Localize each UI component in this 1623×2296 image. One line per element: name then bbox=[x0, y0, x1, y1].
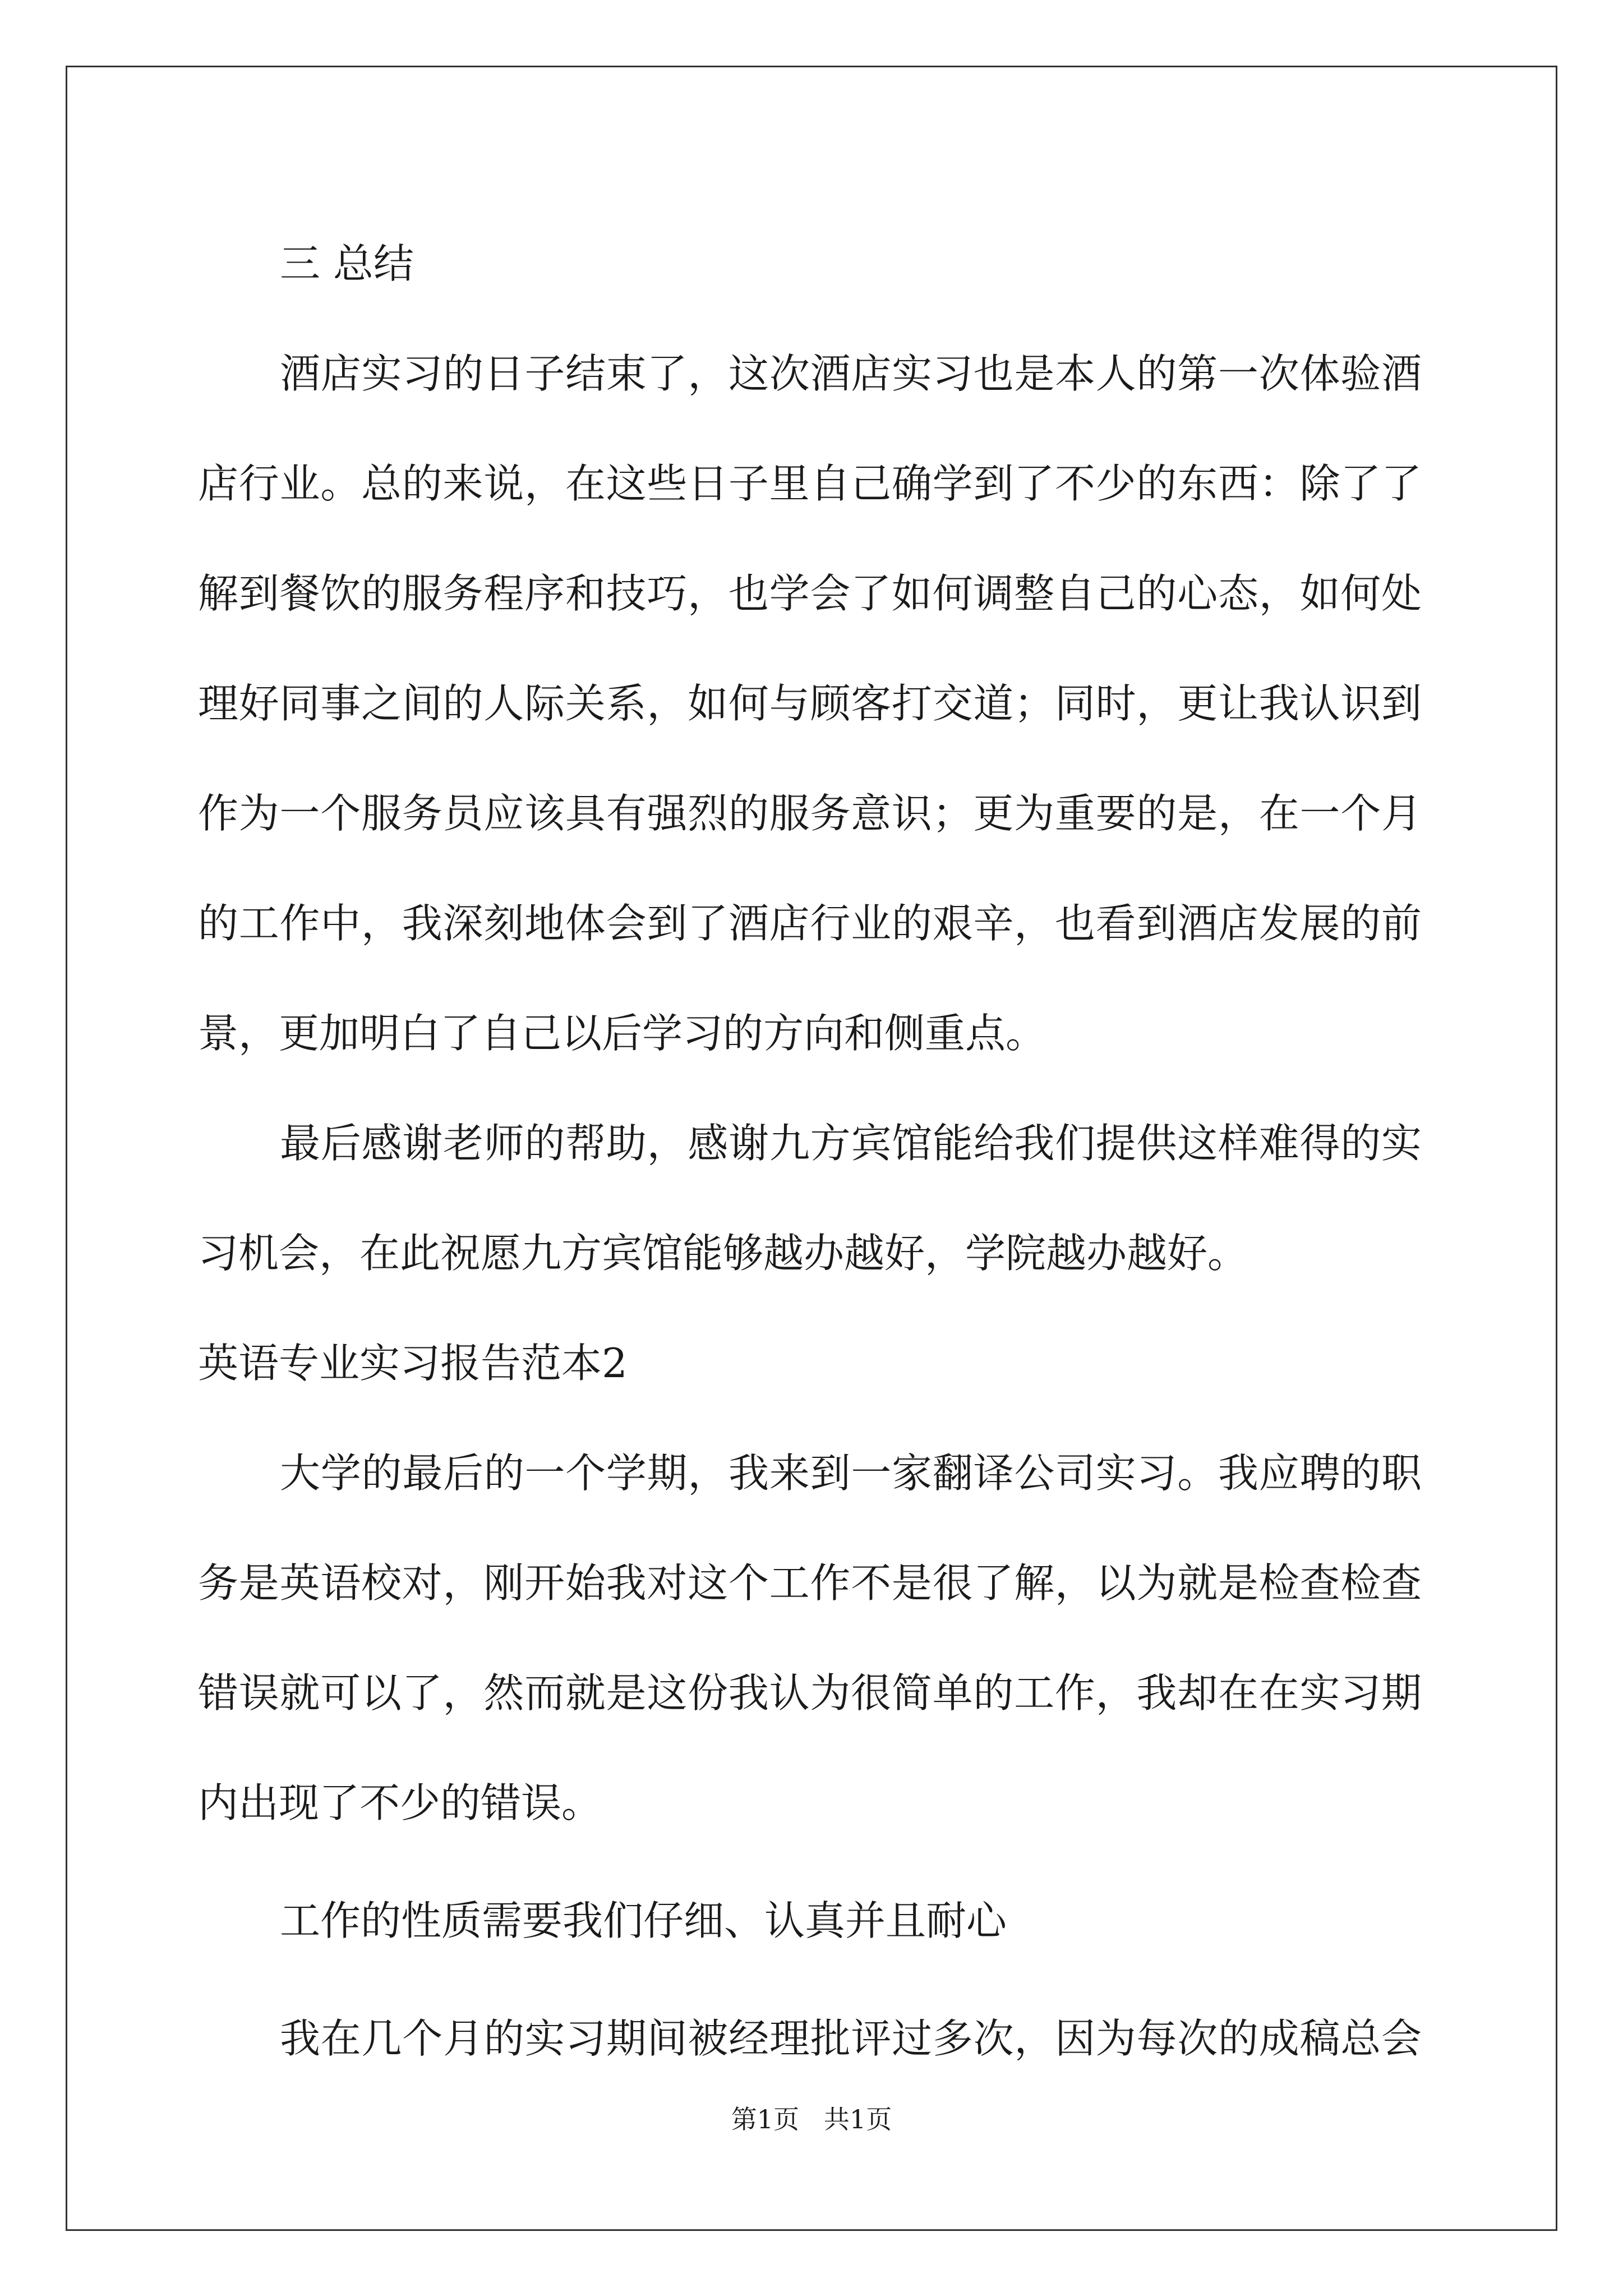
page-footer: 第1页 共1页 bbox=[731, 2104, 892, 2134]
text-line: 酒店实习的日子结束了，这次酒店实习也是本人的第一次体验酒 bbox=[280, 350, 1422, 397]
text-line: 大学的最后的一个学期，我来到一家翻译公司实习。我应聘的职 bbox=[280, 1450, 1422, 1497]
text-line: 景，更加明白了自己以后学习的方向和侧重点。 bbox=[198, 1010, 1046, 1057]
text-line: 的工作中，我深刻地体会到了酒店行业的艰辛，也看到酒店发展的前 bbox=[198, 900, 1422, 947]
text-line: 作为一个服务员应该具有强烈的服务意识；更为重要的是，在一个月 bbox=[198, 790, 1422, 837]
document-body bbox=[198, 209, 1422, 2093]
text-line: 习机会，在此祝愿九方宾馆能够越办越好，学院越办越好。 bbox=[198, 1230, 1248, 1277]
text-line: 我在几个月的实习期间被经理批评过多次，因为每次的成稿总会 bbox=[280, 2015, 1422, 2062]
text-line: 务是英语校对，刚开始我对这个工作不是很了解，以为就是检查检查 bbox=[198, 1559, 1422, 1607]
text-line: 理好同事之间的人际关系，如何与顾客打交道；同时，更让我认识到 bbox=[198, 680, 1422, 727]
text-line: 错误就可以了，然而就是这份我认为很简单的工作，我却在在实习期 bbox=[198, 1669, 1422, 1717]
text-line: 三 总结 bbox=[280, 240, 414, 287]
text-line: 解到餐饮的服务程序和技巧，也学会了如何调整自己的心态，如何处 bbox=[198, 570, 1422, 617]
text-line: 店行业。总的来说，在这些日子里自己确学到了不少的东西：除了了 bbox=[198, 460, 1422, 507]
text-line: 最后感谢老师的帮助，感谢九方宾馆能给我们提供这样难得的实 bbox=[280, 1120, 1422, 1167]
text-line: 工作的性质需要我们仔细、认真并且耐心 bbox=[280, 1897, 1007, 1944]
text-line: 内出现了不少的错误。 bbox=[198, 1779, 602, 1826]
section-heading: 英语专业实习报告范本2 bbox=[198, 1340, 628, 1387]
